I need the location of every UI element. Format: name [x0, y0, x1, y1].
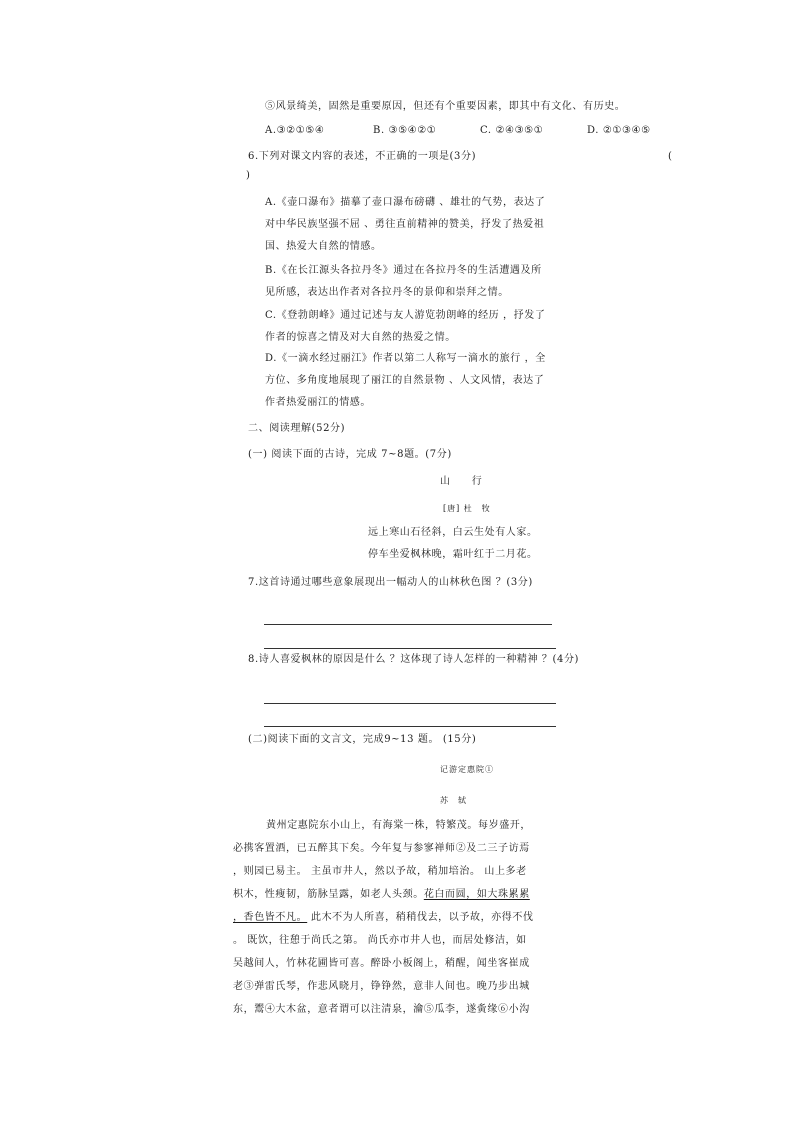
prose-line: 黄州定惠院东小山上，有海棠一株，特繁茂。每岁盛开，: [266, 820, 531, 831]
q6-option-a-line: 对中华民族坚强不屈 、勇往直前精神的赞美，抒发了热爱祖: [265, 219, 545, 230]
prose-line: [233, 912, 534, 924]
q6-option-a-line: 国、热爱大自然的情感。: [265, 241, 382, 252]
q5-option-a: A.③②①⑤④: [265, 125, 325, 136]
q5-option-c: C. ②④③⑤①: [480, 125, 544, 136]
part1-instruction: (一) 阅读下面的古诗，完成 7~8题。(7分): [248, 449, 452, 460]
q6-stem: 6.下列对课文内容的表述，不正确的一项是(3分): [248, 151, 477, 162]
prose-line: 老③弹雷氏琴，作悲风晓月，铮铮然，意非人间也。晚乃步出城: [233, 981, 530, 992]
prose-line: 东，鬻④大木盆，意者谓可以注清泉，瀹⑤瓜李，遂夤缘⑥小沟: [233, 1004, 530, 1015]
prose-line: 必携客置酒，已五醉其下矣。今年复与参寥禅师②及二三子访焉: [233, 843, 530, 854]
prose-author: 苏 轼: [440, 796, 467, 805]
prose-line: 吴越间人，竹林花圃皆可喜。醉卧小板阁上，稍醒，闻坐客崔成: [233, 958, 530, 969]
answer-line[interactable]: [264, 726, 556, 727]
q6-paren-close: ): [246, 170, 251, 181]
poem-line: 停车坐爱枫林晚，霜叶红于二月花。: [368, 549, 538, 560]
q6-option-c-line: 作者的惊喜之情及对大自然的热爱之情。: [265, 332, 456, 343]
q6-option-c-line: C.《登勃朗峰》通过记述与友人游览勃朗峰的经历 ，抒发了: [265, 310, 546, 321]
question-8: 8.诗人喜爱枫林的原因是什么 ？这体现了诗人怎样的一种精神 ？(4分): [248, 654, 580, 665]
q6-option-d-line: D.《一滴水经过丽江》作者以第二人称写一滴水的旅行 ，全: [265, 353, 546, 364]
prose-line: [233, 889, 530, 901]
prose-title: 记游定惠院①: [440, 765, 494, 774]
q6-option-d-line: 方位、多角度地展现了丽江的自然景物 、人文风情，表达了: [265, 375, 545, 386]
q5-option-d: D. ②①③④⑤: [587, 125, 651, 136]
prose-text: 枳木，性瘦韧，筋脉呈露，如老人头颈。: [233, 889, 424, 900]
q6-option-a-line: A.《壶口瀑布》描摹了壶口瀑布磅礴 、雄壮的气势，表达了: [265, 197, 546, 208]
prose-text: 此木不为人所喜，稍稍伐去，以予故，亦得不伐: [307, 912, 534, 923]
q6-option-d-line: 作者热爱丽江的情感。: [265, 397, 371, 408]
poem-title: 山 行: [440, 476, 483, 487]
q6-option-b-line: 见所感，表达出作者对各拉丹冬的景仰和崇拜之情。: [265, 287, 509, 298]
q5-item-5: ⑤风景绮美，固然是重要原因，但还有个重要因素，即其中有文化、有历史。: [265, 101, 626, 112]
q5-option-b: B. ③⑤④②①: [373, 125, 437, 136]
poem-author: [唐] 杜 牧: [443, 504, 491, 513]
poem-line: 远上寒山石径斜，白云生处有人家。: [368, 527, 538, 538]
answer-line[interactable]: [264, 624, 552, 625]
q6-option-b-line: B.《在长江源头各拉丹冬》通过在各拉丹冬的生活遭遇及所: [265, 265, 542, 276]
answer-line[interactable]: [264, 703, 556, 704]
section-heading: 二、阅读理解(52分): [248, 423, 346, 434]
prose-underlined-text: ，香色皆不凡。: [233, 912, 308, 923]
question-7: 7.这首诗通过哪些意象展现出一幅动人的山林秋色图 ？(3分): [248, 577, 533, 588]
part2-instruction: (二)阅读下面的文言文，完成9~13 题。 (15分): [248, 734, 477, 745]
answer-line[interactable]: [264, 648, 556, 649]
prose-line: ，则园已易主。 主虽市井人，然以予故，稍加培治。 山上多老: [233, 866, 527, 877]
prose-underlined-text: 花白而圆，如大珠累累: [423, 889, 530, 900]
prose-line: 。 既饮，往憩于尚氏之第。 尚氏亦市井人也，而居处修洁，如: [233, 935, 527, 946]
q6-paren-open: (: [668, 151, 673, 162]
